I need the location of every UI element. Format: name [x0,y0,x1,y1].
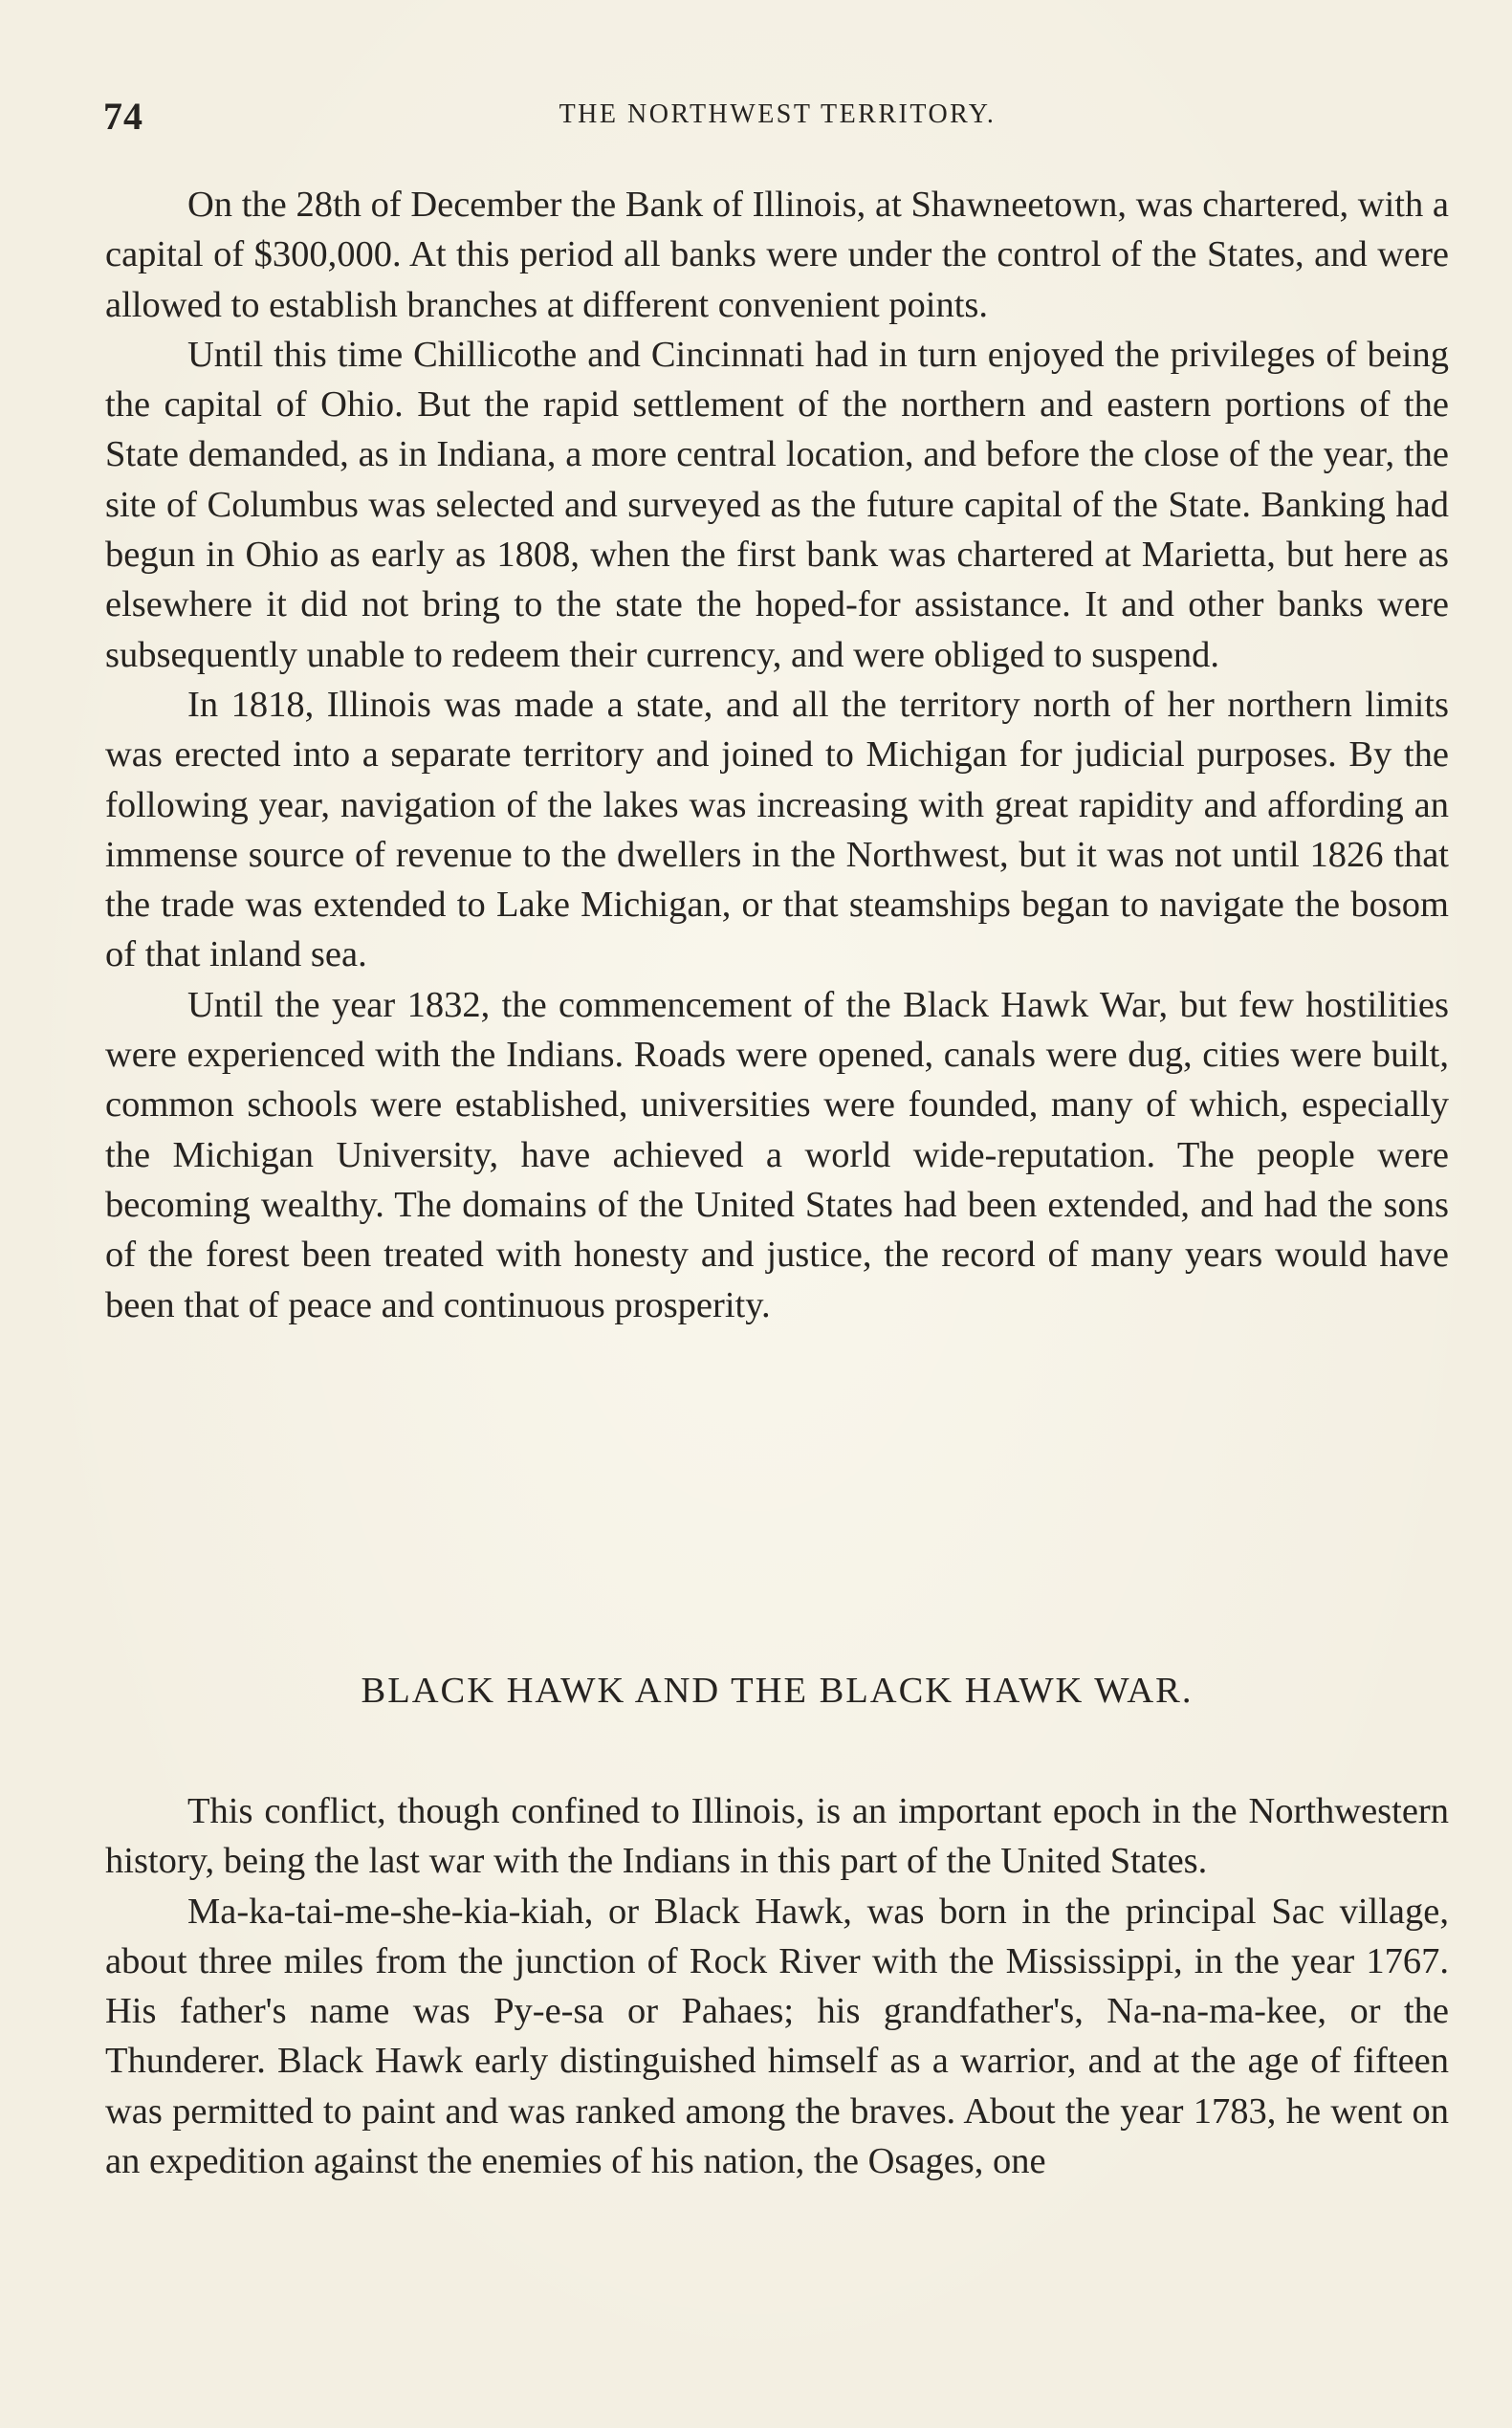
paragraph-illinois-statehood: In 1818, Illinois was made a state, and all the territory north of her northern limits was erected into a separate territory and joined to Michigan for judicial purposes. By the following year, navigation of the lakes was increasing with great rapidity and affording an immense source of revenue to the dwellers in the Northwest, but it was not until 1826 that the trade was extended to Lake Michigan, or that steamships began to navigate the bosom of that inland sea. [105,684,1449,975]
paragraph-black-hawk-biography: Ma-ka-tai-me-she-kia-kiah, or Black Hawk, was born in the principal Sac village, about three miles from the junction of Rock River with the Mississippi, in the year 1767. His father's name was Py-e-sa or Pahaes; his grandfather's, Na-na-ma-kee, or the Thunderer. Black Hawk early distinguished himself as a warrior, and at the age of fifteen was permitted to paint and was ranked among the braves. About the year 1783, he went on an expedition against the enemies of his nation, the Osages, one [105,1891,1449,2182]
paragraph-ohio-capital: Until this time Chillicothe and Cincinnati had in turn enjoyed the privileges of being the capital of Ohio. But the rapid settlement of the northern and eastern portions of the State demanded, as in Indiana, a more central location, and before the close of the year, the site of Columbus was selected and surveyed as the future capital of the State. Banking had begun in Ohio as early as 1808, when the first bank was chartered at Marietta, but here as elsewhere it did not bring to the state the hoped-for assistance. It and other banks were subsequently unable to redeem their currency, and were obliged to suspend. [105,334,1449,675]
section-heading: BLACK HAWK AND THE BLACK HAWK WAR. [361,1671,1194,1711]
running-head [103,94,1452,140]
paragraph-conflict-intro: This conflict, though confined to Illinois, is an important epoch in the Northwestern history, being the last war with the Indians in this part of the United States. [105,1791,1449,1882]
paragraph-bank-of-illinois: On the 28th of December the Bank of Illinois, at Shawneetown, was chartered, with a capital of $300,000. At this period all banks were under the control of the States, and were allowed to establish branches at different convenient points. [105,185,1449,325]
body-text-after-heading [105,1786,1449,2186]
body-text-before-heading [105,180,1449,1330]
page-number: 74 [103,95,143,138]
paragraph-before-black-hawk-war: Until the year 1832, the commencement of the Black Hawk War, but few hostilities were experienced with the Indians. Roads were opened, canals were dug, cities were built, common schools were established, universities were founded, many of which, especially the Michigan University, have achieved a world wide-reputation. The people were becoming wealthy. The domains of the United States had been extended, and had the sons of the forest been treated with honesty and justice, the record of many years would have been that of peace and continuous prosperity. [105,984,1449,1325]
running-title: THE NORTHWEST TERRITORY. [559,99,997,129]
